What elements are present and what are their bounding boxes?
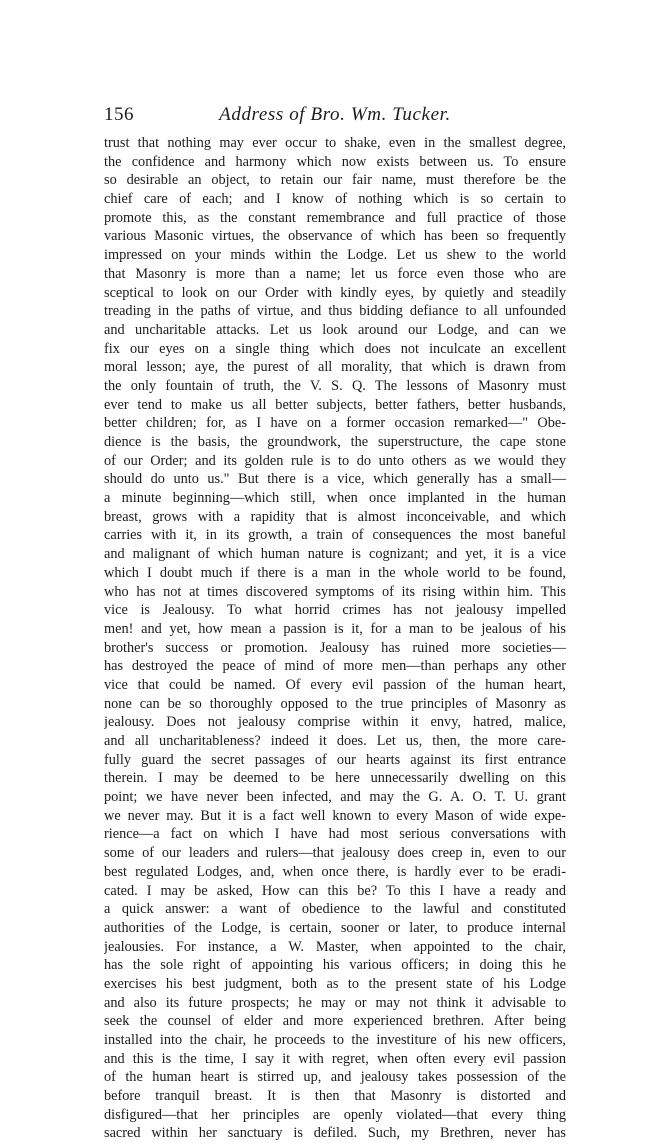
- text-line: rience—a fact on which I have had most serious conversations with: [104, 826, 566, 843]
- text-line: jealousies. For instance, a W. Master, when appointed to the chair,: [104, 938, 566, 955]
- text-line: better children; for, as I have on a former occasion remarked—" Obe-: [104, 415, 566, 432]
- text-line: vice that could be named. Of every evil passion of the human heart,: [104, 676, 566, 693]
- text-line: trust that nothing may ever occur to shake, even in the smallest degree,: [104, 135, 566, 151]
- text-line: a minute beginning—which still, when once implanted in the human: [104, 490, 566, 507]
- text-line: promote this, as the constant remembrance and full practice of those: [104, 209, 566, 226]
- text-line: the only fountain of truth, the V. S. Q. The lessons of Masonry must: [104, 377, 566, 394]
- text-line: the confidence and harmony which now exists between us. To ensure: [104, 153, 566, 170]
- text-line: moral lesson; aye, the purest of all morality, that which is drawn from: [104, 359, 566, 376]
- text-line: authorities of the Lodge, is certain, sooner or later, to produce internal: [104, 919, 566, 936]
- text-line: before tranquil breast. It is then that Masonry is distorted and: [104, 1088, 566, 1105]
- text-line: and this is the time, I say it with regret, when often every evil passion: [104, 1050, 566, 1067]
- text-line: seek the counsel of elder and more experienced brethren. After being: [104, 1013, 566, 1030]
- text-line: vice is Jealousy. To what horrid crimes has not jealousy impelled: [104, 602, 566, 619]
- text-line: breast, grows with a rapidity that is almost inconceivable, and which: [104, 508, 566, 525]
- text-line: and malignant of which human nature is cognizant; and yet, it is a vice: [104, 546, 566, 563]
- text-line: therein. I may be deemed to be here unnecessarily dwelling on this: [104, 770, 566, 787]
- text-line: cated. I may be asked, How can this be? To this I have a ready and: [104, 882, 566, 899]
- text-line: has destroyed the peace of mind of more men—than perhaps any other: [104, 658, 566, 675]
- text-line: exercises his best judgment, both as to the present state of his Lodge: [104, 975, 566, 992]
- text-line: best regulated Lodges, and, when once there, is hardly ever to be eradi-: [104, 863, 566, 880]
- text-line: sceptical to look on our Order with kindly eyes, by quietly and steadily: [104, 284, 566, 301]
- text-line: has the sole right of appointing his various officers; in doing this he: [104, 957, 566, 974]
- page-header: [104, 104, 566, 130]
- text-line: men! and yet, how mean a passion is it, for a man to be jealous of his: [104, 620, 566, 637]
- text-line: disfigured—that her principles are openly violated—that every thing: [104, 1106, 566, 1123]
- text-line: fully guard the secret passages of our hearts against its first entrance: [104, 751, 566, 768]
- text-line: impressed on your minds within the Lodge. Let us shew to the world: [104, 247, 566, 264]
- text-line: and uncharitable attacks. Let us look around our Lodge, and can we: [104, 321, 566, 338]
- text-line: sacred within her sanctuary is defiled. Such, my Brethren, never has: [104, 1125, 566, 1142]
- text-line: ever tend to make us all better subjects, better fathers, better husbands,: [104, 396, 566, 413]
- text-line: chief care of each; and I know of nothing which is so certain to: [104, 191, 566, 208]
- text-line: dience is the basis, the groundwork, the superstructure, the cape stone: [104, 434, 566, 450]
- text-line: so desirable an object, to retain our fair name, must therefore be the: [104, 172, 566, 189]
- text-line: none can be so thoroughly opposed to the true principles of Masonry as: [104, 695, 566, 712]
- text-line: carries with it, in its growth, a train of consequences the most baneful: [104, 527, 566, 544]
- text-line: jealousy. Does not jealousy comprise within it envy, hatred, malice,: [104, 714, 566, 731]
- text-line: and all uncharitableness? indeed it does. Let us, then, the more care-: [104, 733, 566, 749]
- text-line: should do unto us." But there is a vice, which generally has a small—: [104, 471, 566, 488]
- text-line: treading in the paths of virtue, and thus bidding defiance to all unfounded: [104, 303, 566, 320]
- text-line: fix our eyes on a single thing which does not inculcate an excellent: [104, 340, 566, 357]
- text-line: point; we have never been infected, and may the G. A. O. T. U. grant: [104, 789, 566, 806]
- text-line: which I doubt much if there is a man in the whole world to be found,: [104, 564, 566, 581]
- text-line: a quick answer: a want of obedience to the lawful and constituted: [104, 901, 566, 918]
- text-line: of our Order; and its golden rule is to do unto others as we would they: [104, 452, 566, 469]
- page-number: 156: [104, 104, 134, 125]
- text-line: who has not at times discovered symptoms of its rising within him. This: [104, 583, 566, 600]
- text-line: various Masonic virtues, the observance of which has been so frequently: [104, 228, 566, 245]
- text-line: and also its future prospects; he may or may not think it advisable to: [104, 994, 566, 1011]
- text-line: we never may. But it is a fact well known to every Mason of wide expe-: [104, 807, 566, 824]
- running-title: Address of Bro. Wm. Tucker.: [219, 104, 451, 125]
- text-line: that Masonry is more than a name; let us force even those who are: [104, 265, 566, 282]
- text-line: some of our leaders and rulers—that jealousy does creep in, even to our: [104, 845, 566, 862]
- text-line: of the human heart is stirred up, and jealousy takes possession of the: [104, 1069, 566, 1086]
- body-text: [104, 134, 566, 1143]
- text-line: brother's success or promotion. Jealousy has ruined more societies—: [104, 639, 566, 656]
- text-line: installed into the chair, he proceeds to the investiture of his new officers,: [104, 1032, 566, 1048]
